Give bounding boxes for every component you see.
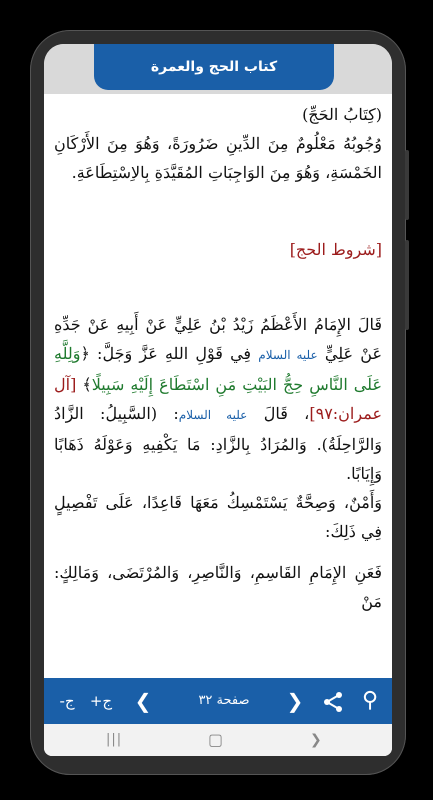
- verse-reference[interactable]: [آل عمران:٩٧]: [54, 375, 382, 423]
- page-number: صفحة ٣٢: [198, 693, 250, 708]
- book-content[interactable]: [54, 100, 382, 678]
- conditions-heading: [شروط الحج]: [289, 240, 382, 259]
- top-bar: [44, 44, 392, 94]
- honorific-2: عليه السلام: [178, 408, 248, 422]
- hadith-text-3: ، قَالَ: [263, 404, 310, 423]
- safety-paragraph: وَأَمْنٌ، وَصِحَّةٌ يَسْتَمْسِكُ مَعَهَا قَاعِدًا، عَلَى تَفْصِيلٍ فِي ذَلِكَ:: [54, 493, 382, 541]
- hadith-text-2: فِي قَوْلِ اللهِ عَزَّ وَجَلَّ: ﴿: [80, 344, 252, 363]
- hadith-text-4: : (السَّبِيلُ: الزَّادُ وَالرَّاحِلَةُ). وَالمُرَادُ بِالزَّادِ: مَا يَكْفِيهِ وَعَوْلَهُ ذَهَابًا وَإِيَابًا.: [54, 404, 382, 483]
- last-paragraph: فَعَنِ الإِمَامِ القَاسِمِ، وَالنَّاصِرِ، وَالمُرْتَضَى، وَمَالِكٍ: مَنْ: [54, 563, 382, 611]
- font-increase-button[interactable]: ج+: [89, 692, 113, 710]
- book-title: كتاب الحج والعمرة: [94, 44, 334, 90]
- back-icon[interactable]: ❯: [310, 732, 322, 748]
- hadith-text-1: قَالَ الإِمَامُ الأَعْظَمُ زَيْدُ بْنُ عَلِيٍّ عَنْ أَبِيهِ عَنْ جَدِّهِ عَنْ عَلِيٍّ: [54, 315, 382, 363]
- app-screen: [44, 44, 392, 756]
- honorific-1: عليه السلام: [258, 348, 318, 362]
- font-decrease-button[interactable]: ج-: [59, 692, 75, 710]
- recents-icon[interactable]: |||: [106, 732, 123, 747]
- share-icon[interactable]: [316, 678, 350, 724]
- search-icon[interactable]: ⚲: [361, 688, 379, 713]
- verse-end: ﴾: [82, 375, 92, 394]
- intro-paragraph: وُجُوبُهُ مَعْلُومٌ مِنَ الدِّينِ ضَرُورَةً، وَهُوَ مِنَ الأَرْكَانِ الخَمْسَةِ، وَهُوَ مِنَ الوَاجِبَاتِ المُقَيَّدَةِ بِالاِسْتِطَاعَةِ.: [54, 134, 382, 182]
- section-title: (كِتَابُ الحَجِّ): [302, 105, 382, 124]
- bottom-toolbar: [44, 678, 392, 724]
- hadith-paragraph: [54, 310, 382, 488]
- home-icon[interactable]: ▢: [208, 730, 224, 749]
- volume-button: [405, 150, 409, 220]
- system-nav-bar: [44, 724, 392, 756]
- power-button: [405, 240, 409, 330]
- quran-verse[interactable]: وَلِلَّهِ عَلَى النَّاسِ حِجُّ البَيْتِ مَنِ اسْتَطَاعَ إِلَيْهِ سَبِيلًا: [54, 344, 382, 394]
- next-page-icon[interactable]: ❯: [286, 689, 304, 713]
- prev-page-icon[interactable]: ❮: [134, 689, 152, 713]
